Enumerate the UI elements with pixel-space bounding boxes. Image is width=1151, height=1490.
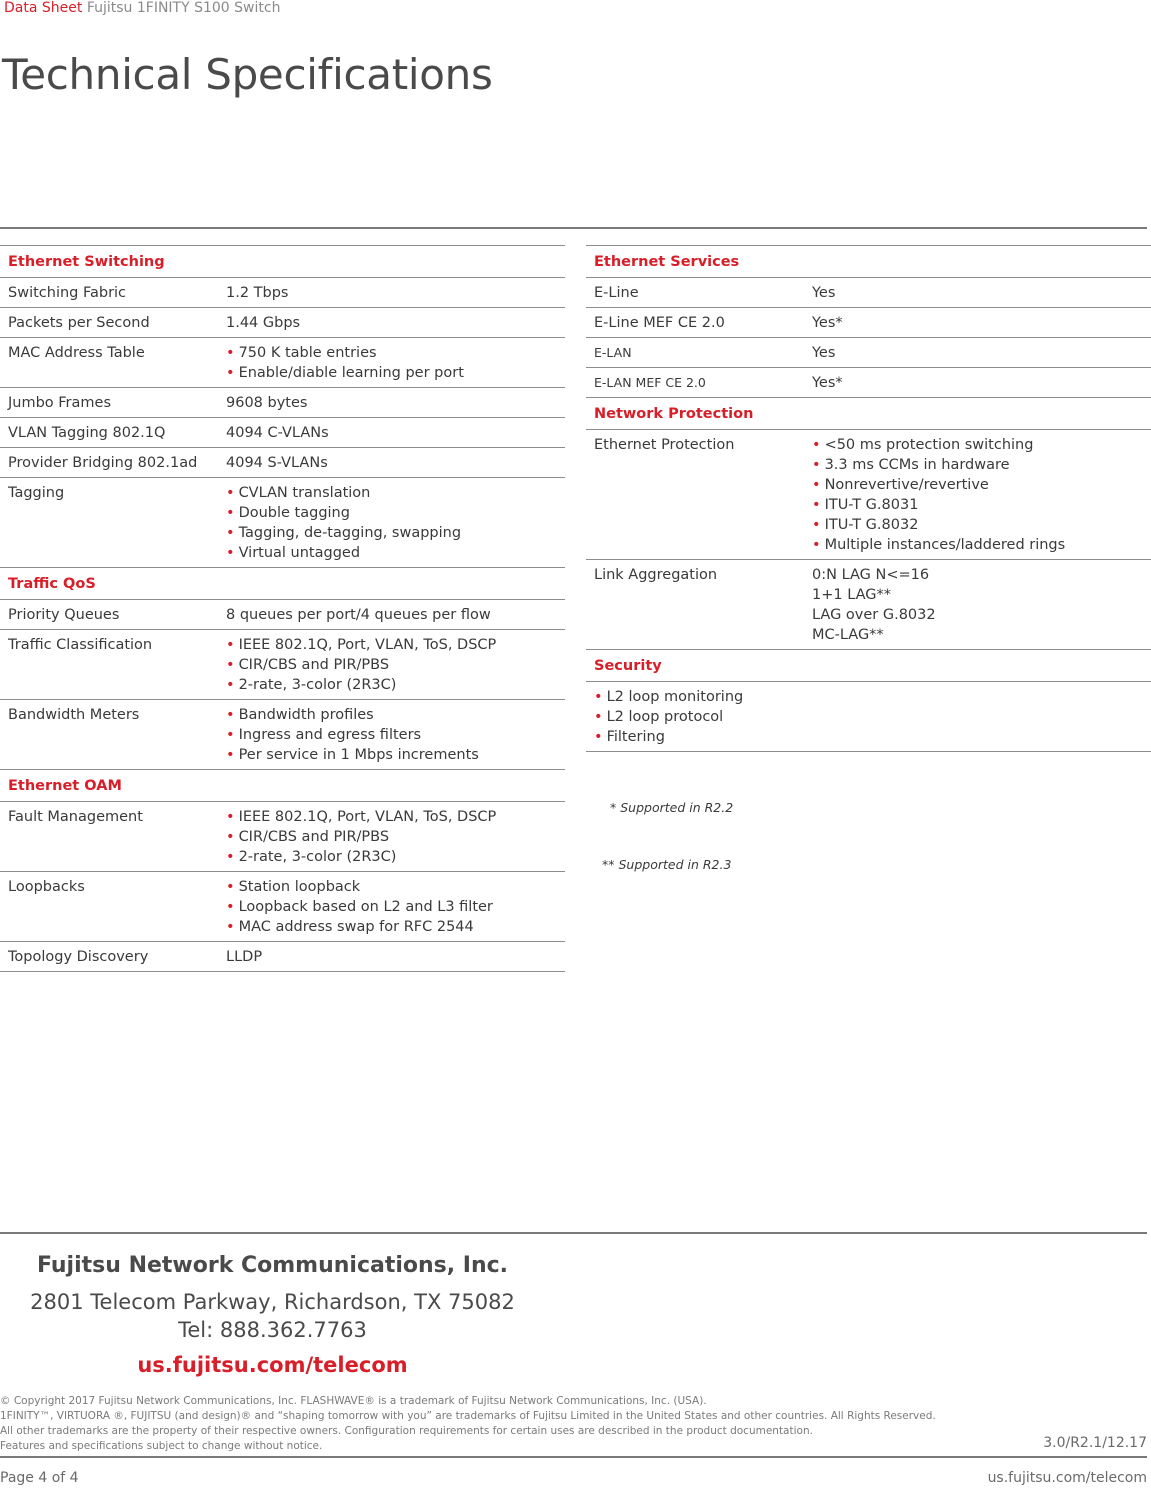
list-item: • IEEE 802.1Q, Port, VLAN, ToS, DSCP bbox=[226, 637, 497, 653]
list-item: • CIR/CBS and PIR/PBS bbox=[226, 829, 390, 845]
list-item: • 2-rate, 3-color (2R3C) bbox=[226, 849, 397, 865]
company-url-link[interactable]: us.fujitsu.com/telecom bbox=[137, 1353, 408, 1377]
copyright-line: All other trademarks are the property of their respective owners. Configuration requirements for certain uses are described in the product documentation. bbox=[0, 1425, 813, 1437]
list-item: • 3.3 ms CCMs in hardware bbox=[812, 457, 1010, 473]
table-row bbox=[586, 338, 1151, 368]
spec-value-list bbox=[218, 478, 565, 568]
bullet-icon: • bbox=[226, 485, 235, 501]
list-item: • Bandwidth profiles bbox=[226, 707, 374, 723]
bullet-icon: • bbox=[594, 709, 603, 725]
bullet-icon: • bbox=[226, 727, 235, 743]
page-title: Technical Specifications bbox=[2, 50, 493, 99]
footer-url-link[interactable]: us.fujitsu.com/telecom bbox=[987, 1470, 1147, 1486]
bullet-icon: • bbox=[226, 899, 235, 915]
bullet-icon: • bbox=[226, 637, 235, 653]
spec-value: Yes bbox=[804, 338, 1151, 368]
table-row bbox=[586, 560, 1151, 650]
bullet-icon: • bbox=[226, 707, 235, 723]
table-row bbox=[0, 630, 565, 700]
list-item: • L2 loop protocol bbox=[594, 709, 724, 725]
bullet-icon: • bbox=[226, 849, 235, 865]
bullet-icon: • bbox=[226, 365, 235, 381]
spec-key: E-LAN MEF CE 2.0 bbox=[586, 368, 804, 398]
bullet-icon: • bbox=[226, 809, 235, 825]
copyright-line: 1FINITY™, VIRTUORA ®, FUJITSU (and design)® and “shaping tomorrow with you” are trademarks of Fujitsu Limited in the United States and other countries. All Rights Reserved. bbox=[0, 1410, 936, 1422]
spec-value: Yes* bbox=[804, 368, 1151, 398]
list-item: • Enable/diable learning per port bbox=[226, 365, 464, 381]
spec-key: Provider Bridging 802.1ad bbox=[0, 448, 218, 478]
list-item: • Multiple instances/laddered rings bbox=[812, 537, 1066, 553]
list-item: • 750 K table entries bbox=[226, 345, 377, 361]
list-item: • Filtering bbox=[594, 729, 665, 745]
spec-key: Jumbo Frames bbox=[0, 388, 218, 418]
spec-value: Yes bbox=[804, 278, 1151, 308]
spec-value-list bbox=[218, 338, 565, 388]
table-row bbox=[0, 278, 565, 308]
list-item: • IEEE 802.1Q, Port, VLAN, ToS, DSCP bbox=[226, 809, 497, 825]
table-row bbox=[586, 308, 1151, 338]
company-name: Fujitsu Network Communications, Inc. bbox=[36, 1253, 509, 1278]
list-item: • MAC address swap for RFC 2544 bbox=[226, 919, 474, 935]
table-row bbox=[0, 942, 565, 972]
section-title-network-protection: Network Protection bbox=[586, 398, 1151, 430]
table-row bbox=[0, 338, 565, 388]
spec-value: LLDP bbox=[218, 942, 565, 972]
bullet-icon: • bbox=[226, 657, 235, 673]
spec-value: 4094 S-VLANs bbox=[218, 448, 565, 478]
table-row bbox=[0, 448, 565, 478]
table-row bbox=[586, 430, 1151, 560]
table-row bbox=[0, 802, 565, 872]
bullet-icon: • bbox=[812, 537, 821, 553]
spec-value: 9608 bytes bbox=[218, 388, 565, 418]
copyright-notice bbox=[0, 1394, 936, 1454]
spec-value-list bbox=[804, 430, 1151, 560]
spec-key: Loopbacks bbox=[0, 872, 218, 942]
spec-key: Link Aggregation bbox=[586, 560, 804, 650]
company-address: 2801 Telecom Parkway, Richardson, TX 75082 bbox=[30, 1290, 515, 1314]
list-item: • <50 ms protection switching bbox=[812, 437, 1034, 453]
spec-key: Traffic Classification bbox=[0, 630, 218, 700]
table-row bbox=[0, 478, 565, 568]
spec-key: Packets per Second bbox=[0, 308, 218, 338]
spec-key: VLAN Tagging 802.1Q bbox=[0, 418, 218, 448]
spec-key: Ethernet Protection bbox=[586, 430, 804, 560]
section-title-ethernet-services: Ethernet Services bbox=[586, 246, 1151, 278]
section-title-ethernet-switching: Ethernet Switching bbox=[0, 246, 565, 278]
spec-key: E-Line MEF CE 2.0 bbox=[586, 308, 804, 338]
spec-key: E-Line bbox=[586, 278, 804, 308]
spec-value: 8 queues per port/4 queues per flow bbox=[218, 600, 565, 630]
page-number: Page 4 of 4 bbox=[0, 1470, 79, 1486]
footnote: * Supported in R2.2 bbox=[610, 800, 734, 815]
list-item: • ITU-T G.8031 bbox=[812, 497, 919, 513]
bullet-icon: • bbox=[226, 525, 235, 541]
bullet-icon: • bbox=[226, 829, 235, 845]
spec-key: Topology Discovery bbox=[0, 942, 218, 972]
product-name: Fujitsu 1FINITY S100 Switch bbox=[86, 0, 281, 16]
right-spec-table bbox=[586, 245, 1151, 752]
list-item: • Ingress and egress filters bbox=[226, 727, 422, 743]
spec-value-list bbox=[218, 700, 565, 770]
list-item: • ITU-T G.8032 bbox=[812, 517, 919, 533]
spec-key: Bandwidth Meters bbox=[0, 700, 218, 770]
bullet-icon: • bbox=[226, 677, 235, 693]
table-row bbox=[586, 682, 1151, 752]
spec-value-list bbox=[218, 872, 565, 942]
spec-value: 1.44 Gbps bbox=[218, 308, 565, 338]
table-row bbox=[0, 600, 565, 630]
spec-key: E-LAN bbox=[586, 338, 804, 368]
value-line: MC-LAG** bbox=[812, 627, 884, 643]
spec-value-list bbox=[586, 682, 1151, 752]
table-row bbox=[586, 278, 1151, 308]
list-item: • Tagging, de-tagging, swapping bbox=[226, 525, 462, 541]
top-divider bbox=[0, 227, 1147, 229]
copyright-line: Features and specifications subject to change without notice. bbox=[0, 1440, 323, 1452]
footnotes bbox=[596, 760, 733, 893]
spec-value: 4094 C-VLANs bbox=[218, 418, 565, 448]
bullet-icon: • bbox=[226, 747, 235, 763]
section-title-security: Security bbox=[586, 650, 1151, 682]
copyright-line: © Copyright 2017 Fujitsu Network Communications, Inc. FLASHWAVE® is a trademark of Fujitsu Network Communications, Inc. (USA). bbox=[0, 1395, 707, 1407]
spec-value-list bbox=[804, 560, 1151, 650]
section-title-traffic-qos: Traffic QoS bbox=[0, 568, 565, 600]
list-item: • 2-rate, 3-color (2R3C) bbox=[226, 677, 397, 693]
list-item: • CVLAN translation bbox=[226, 485, 371, 501]
list-item: • Nonrevertive/revertive bbox=[812, 477, 989, 493]
spec-value-list bbox=[218, 802, 565, 872]
bullet-icon: • bbox=[812, 497, 821, 513]
bullet-icon: • bbox=[594, 729, 603, 745]
table-row bbox=[0, 388, 565, 418]
bullet-icon: • bbox=[226, 919, 235, 935]
version-code: 3.0/R2.1/12.17 bbox=[1043, 1435, 1147, 1451]
footer-divider bbox=[0, 1232, 1147, 1234]
spec-key: Switching Fabric bbox=[0, 278, 218, 308]
spec-value-list bbox=[218, 630, 565, 700]
bullet-icon: • bbox=[812, 457, 821, 473]
spec-key: MAC Address Table bbox=[0, 338, 218, 388]
footnote: ** Supported in R2.3 bbox=[602, 857, 732, 872]
list-item: • Double tagging bbox=[226, 505, 350, 521]
table-row bbox=[0, 872, 565, 942]
bullet-icon: • bbox=[226, 879, 235, 895]
list-item: • Loopback based on L2 and L3 filter bbox=[226, 899, 493, 915]
spec-key: Fault Management bbox=[0, 802, 218, 872]
value-line: 0:N LAG N<=16 bbox=[812, 567, 930, 583]
bullet-icon: • bbox=[226, 545, 235, 561]
list-item: • Per service in 1 Mbps increments bbox=[226, 747, 479, 763]
spec-key: Tagging bbox=[0, 478, 218, 568]
list-item: • L2 loop monitoring bbox=[594, 689, 744, 705]
list-item: • Virtual untagged bbox=[226, 545, 361, 561]
left-spec-table bbox=[0, 245, 565, 972]
page-header bbox=[4, 0, 280, 16]
list-item: • CIR/CBS and PIR/PBS bbox=[226, 657, 390, 673]
bullet-icon: • bbox=[812, 517, 821, 533]
doc-type-label: Data Sheet bbox=[4, 0, 83, 16]
value-line: LAG over G.8032 bbox=[812, 607, 936, 623]
bullet-icon: • bbox=[594, 689, 603, 705]
spec-value: 1.2 Tbps bbox=[218, 278, 565, 308]
bullet-icon: • bbox=[226, 345, 235, 361]
spec-key: Priority Queues bbox=[0, 600, 218, 630]
list-item: • Station loopback bbox=[226, 879, 361, 895]
company-phone: Tel: 888.362.7763 bbox=[178, 1318, 367, 1342]
spec-value: Yes* bbox=[804, 308, 1151, 338]
section-title-ethernet-oam: Ethernet OAM bbox=[0, 770, 565, 802]
table-row bbox=[0, 308, 565, 338]
table-row bbox=[586, 368, 1151, 398]
table-row bbox=[0, 418, 565, 448]
bullet-icon: • bbox=[226, 505, 235, 521]
value-line: 1+1 LAG** bbox=[812, 587, 892, 603]
table-row bbox=[0, 700, 565, 770]
bullet-icon: • bbox=[812, 437, 821, 453]
bottom-divider bbox=[0, 1456, 1147, 1458]
bullet-icon: • bbox=[812, 477, 821, 493]
